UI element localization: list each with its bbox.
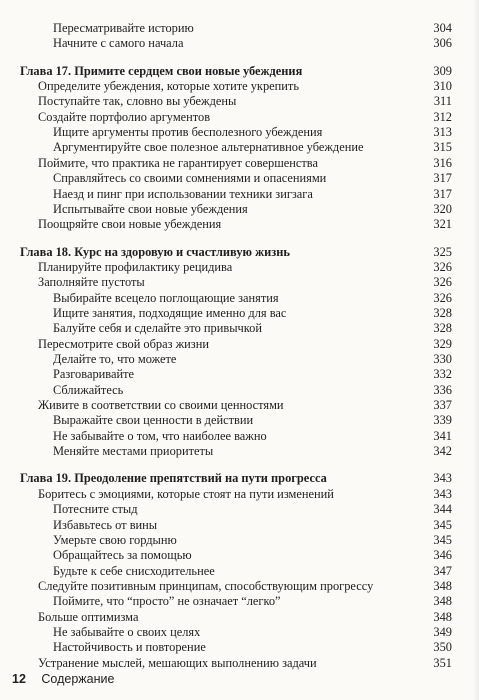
toc-entry-page: 313 bbox=[433, 125, 452, 140]
toc-entry-title: Планируйте профилактику рецидива bbox=[38, 259, 233, 274]
toc-entry-page: 351 bbox=[433, 655, 452, 670]
toc-entry-page: 345 bbox=[433, 532, 452, 547]
toc-entry bbox=[0, 216, 479, 233]
toc-entry-page: 328 bbox=[433, 321, 452, 336]
toc-entry-title: Разговаривайте bbox=[53, 367, 134, 382]
toc-entry-title: Не забывайте о том, что наиболее важно bbox=[53, 428, 267, 443]
toc-entry-page: 348 bbox=[433, 609, 452, 624]
toc-entry-title: Настойчивость и повторение bbox=[53, 640, 206, 655]
toc-entry-page: 320 bbox=[433, 201, 452, 216]
toc-entry-page: 332 bbox=[433, 367, 452, 382]
toc-entry-title: Глава 19. Преодоление препятствий на пути прогресса bbox=[20, 471, 327, 486]
toc-entry-title: Балуйте себя и сделайте это привычкой bbox=[53, 321, 262, 336]
toc-entry-title: Устранение мыслей, мешающих выполнению задачи bbox=[38, 655, 317, 670]
toc-entry-page: 348 bbox=[433, 578, 452, 593]
toc-entry-page: 336 bbox=[433, 382, 452, 397]
toc-entry-page: 346 bbox=[433, 548, 452, 563]
toc-entry-title: Аргументируйте свое полезное альтернативное убеждение bbox=[53, 140, 364, 155]
toc-entry-title: Глава 18. Курс на здоровую и счастливую жизнь bbox=[20, 244, 290, 259]
toc-entry-title: Потесните стыд bbox=[53, 502, 138, 517]
page-footer bbox=[12, 669, 114, 689]
toc-entry-page: 339 bbox=[433, 413, 452, 428]
toc-entry-title: Сближайтесь bbox=[53, 382, 124, 397]
toc-entry-title: Пересмотрите свой образ жизни bbox=[38, 336, 209, 351]
toc-entry-title: Пересматривайте историю bbox=[53, 21, 194, 35]
toc-entry-title: Будьте к себе снисходительнее bbox=[53, 563, 215, 578]
toc-entry-page: 309 bbox=[433, 63, 452, 78]
toc-entry-title: Больше оптимизма bbox=[38, 609, 139, 624]
toc-entry-page: 316 bbox=[433, 155, 452, 170]
toc-entry bbox=[0, 443, 479, 460]
toc-entry-page: 330 bbox=[433, 352, 452, 366]
toc-entry-page: 321 bbox=[433, 217, 452, 232]
toc-entry bbox=[0, 35, 479, 52]
toc-entry-title: Выражайте свои ценности в действии bbox=[53, 413, 254, 428]
toc-entry-title: Обращайтесь за помощью bbox=[53, 548, 192, 563]
toc-entry-title: Выбирайте всецело поглощающие занятия bbox=[53, 290, 279, 305]
toc-entry-title: Поощряйте свои новые убеждения bbox=[38, 217, 222, 232]
footer-section-label: Содержание bbox=[41, 672, 115, 686]
toc-entry-title: Глава 17. Примите сердцем свои новые убеждения bbox=[20, 63, 303, 78]
toc-entry-title: Не забывайте о своих целях bbox=[53, 624, 201, 639]
toc-entry-page: 326 bbox=[433, 259, 452, 274]
toc-entry-page: 304 bbox=[433, 21, 452, 35]
toc-entry-page: 349 bbox=[433, 624, 452, 639]
toc-entry-page: 326 bbox=[433, 290, 452, 305]
toc-entry-page: 343 bbox=[433, 486, 452, 501]
toc-entry-page: 345 bbox=[433, 517, 452, 532]
toc-entry-title: Начните с самого начала bbox=[53, 36, 184, 51]
page-edge-shadow bbox=[473, 0, 479, 700]
toc-entry-page: 306 bbox=[433, 36, 452, 51]
toc-entry-title: Ищите аргументы против бесполезного убеждения bbox=[53, 125, 323, 140]
toc-entry-title: Умерьте свою гордыню bbox=[53, 532, 177, 547]
toc-entry-title: Заполняйте пустоты bbox=[38, 275, 145, 290]
toc-entry-title: Живите в соответствии со своими ценностями bbox=[38, 398, 284, 413]
toc-entry-title: Поймите, что “просто” не означает “легко” bbox=[53, 594, 281, 609]
toc-entry-page: 337 bbox=[433, 398, 452, 413]
toc-entry-page: 347 bbox=[433, 563, 452, 578]
toc-entry-page: 311 bbox=[433, 94, 452, 109]
toc-entry-title: Избавьтесь от вины bbox=[53, 517, 158, 532]
toc-entry-page: 350 bbox=[433, 640, 452, 655]
toc-entry-page: 312 bbox=[433, 109, 452, 124]
toc-entry-title: Следуйте позитивным принципам, способствующим прогрессу bbox=[38, 578, 374, 593]
toc-entry-page: 344 bbox=[433, 502, 452, 517]
toc-entry-page: 342 bbox=[433, 444, 452, 459]
toc-entry-page: 329 bbox=[433, 336, 452, 351]
toc-entry-title: Поймите, что практика не гарантирует совершенства bbox=[38, 155, 318, 170]
toc-entry-page: 317 bbox=[433, 171, 452, 186]
toc-entry-title: Определите убеждения, которые хотите укрепить bbox=[38, 79, 299, 94]
toc-entry-page: 348 bbox=[433, 594, 452, 609]
toc-entry-title: Поступайте так, словно вы убеждены bbox=[38, 94, 237, 109]
toc-entry-title: Боритесь с эмоциями, которые стоят на пути изменений bbox=[38, 486, 334, 501]
toc-entry-page: 310 bbox=[433, 79, 452, 94]
toc-entry-page: 325 bbox=[433, 244, 452, 259]
toc-entry-title: Создайте портфолио аргументов bbox=[38, 109, 211, 124]
toc-entry-title: Делайте то, что можете bbox=[53, 352, 177, 366]
toc-entry-title: Справляйтесь со своими сомнениями и опасениями bbox=[53, 171, 327, 186]
toc-entry-title: Наезд и пинг при использовании техники зигзага bbox=[53, 186, 313, 201]
toc-entry-title: Ищите занятия, подходящие именно для вас bbox=[53, 305, 287, 320]
toc-entry-page: 326 bbox=[433, 275, 452, 290]
toc-entry-page: 328 bbox=[433, 305, 452, 320]
toc-entry-title: Испытывайте свои новые убеждения bbox=[53, 201, 248, 216]
toc-entry-page: 343 bbox=[433, 471, 452, 486]
toc-entry-page: 341 bbox=[433, 428, 452, 443]
toc-entry-page: 315 bbox=[433, 140, 452, 155]
toc-entry-title: Меняйте местами приоритеты bbox=[53, 444, 214, 459]
footer-page-number: 12 bbox=[12, 672, 26, 686]
toc-entry-page: 317 bbox=[433, 186, 452, 201]
